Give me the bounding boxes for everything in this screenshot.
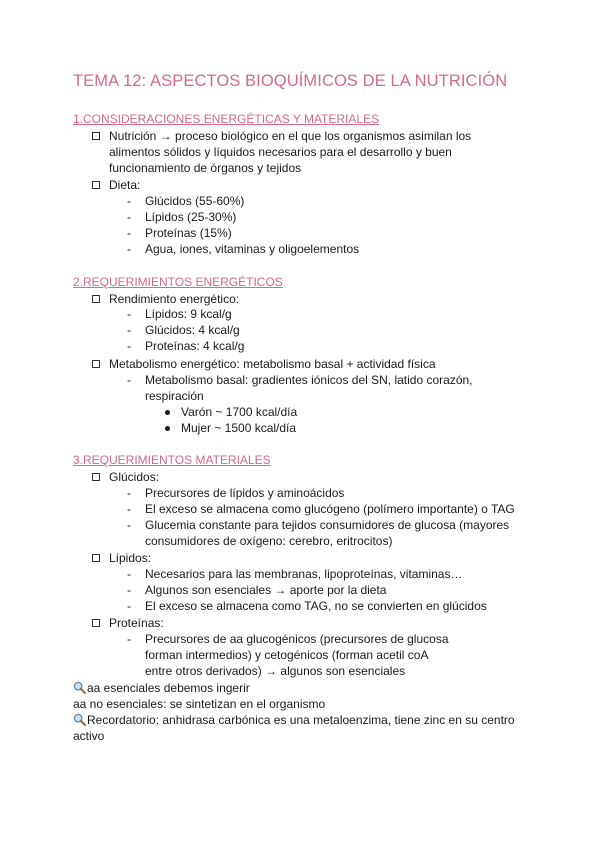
rendimiento-label: Rendimiento energético: (109, 292, 240, 306)
dash-icon: - (127, 339, 131, 353)
dash-icon: - (127, 307, 131, 321)
checkbox-icon (92, 360, 100, 368)
dash-icon: - (127, 599, 131, 613)
dash-icon: - (127, 226, 131, 240)
glucidos-item: Precursores de lípidos y aminoácidos (145, 486, 345, 500)
bullet-icon (165, 426, 170, 431)
metabolismo-label: Metabolismo energético: metabolismo basal + actividad física (109, 357, 436, 371)
note-recordatorio: Recordatorio: anhidrasa carbónica es una metaloenzima, tiene zinc en su centro (87, 713, 515, 727)
dash-icon: - (127, 518, 131, 532)
dash-icon: - (127, 486, 131, 500)
checkbox-icon (92, 181, 100, 189)
dieta-label: Dieta: (109, 178, 141, 192)
dash-icon: - (127, 373, 131, 387)
sexo-item: Varón ~ 1700 kcal/día (181, 405, 298, 419)
checkbox-icon (92, 554, 100, 562)
proteinas-line-2: forman intermedios) y cetogénicos (forman acetil coA (145, 648, 429, 662)
lipidos-label: Lípidos: (109, 551, 152, 565)
dash-icon: - (127, 194, 131, 208)
nutricion-line-1: Nutrición → proceso biológico en el que los organismos asimilan los (109, 129, 472, 143)
dash-icon: - (127, 210, 131, 224)
nutricion-line-2: alimentos sólidos y líquidos necesarios para el desarrollo y buen (109, 145, 452, 159)
dieta-item: Proteínas (15%) (145, 226, 232, 240)
checkbox-icon (92, 132, 100, 140)
dash-icon: - (127, 323, 131, 337)
section-heading-3: 3.REQUERIMIENTOS MATERIALES (73, 453, 271, 467)
section-heading-1: 1.CONSIDERACIONES ENERGÉTICAS Y MATERIALES (73, 112, 380, 126)
rendimiento-item: Lípidos: 9 kcal/g (145, 307, 232, 321)
lipidos-item: El exceso se almacena como TAG, no se convierten en glúcidos (145, 599, 487, 613)
proteinas-label: Proteínas: (109, 616, 164, 630)
nutricion-line-3: funcionamiento de órganos y tejidos (109, 161, 302, 175)
dash-icon: - (127, 583, 131, 597)
note-aa-no-esenciales: aa no esenciales: se sintetizan en el organismo (73, 697, 326, 711)
checkbox-icon (92, 473, 100, 481)
checkbox-icon (92, 295, 100, 303)
dieta-item: Glúcidos (55-60%) (145, 194, 245, 208)
glucidos-item: Glucemia constante para tejidos consumidores de glucosa (mayores (145, 518, 510, 532)
glucidos-label: Glúcidos: (109, 470, 160, 484)
lipidos-item: Necesarios para las membranas, lipoproteínas, vitaminas… (145, 567, 463, 581)
magnifier-icon (73, 681, 86, 694)
section-heading-2: 2.REQUERIMIENTOS ENERGÉTICOS (73, 275, 283, 289)
dash-icon: - (127, 242, 131, 256)
dash-icon: - (127, 632, 131, 646)
glucidos-item-cont: consumidores de oxígeno: cerebro, eritrocitos) (145, 534, 393, 548)
dash-icon: - (127, 502, 131, 516)
glucidos-item: El exceso se almacena como glucógeno (polímero importante) o TAG (145, 502, 515, 516)
proteinas-line-1: Precursores de aa glucogénicos (precursores de glucosa (145, 632, 449, 646)
checkbox-icon (92, 619, 100, 627)
dieta-item: Agua, iones, vitaminas y oligoelementos (145, 242, 360, 256)
magnifier-icon (73, 713, 86, 726)
sexo-item: Mujer ~ 1500 kcal/día (181, 421, 297, 435)
proteinas-line-3: entre otros derivados) → algunos son esenciales (145, 664, 406, 678)
bullet-icon (165, 410, 170, 415)
page-title: TEMA 12: ASPECTOS BIOQUÍMICOS DE LA NUTRICIÓN (73, 72, 508, 90)
note-aa-esenciales: aa esenciales debemos ingerir (87, 681, 250, 695)
lipidos-item: Algunos son esenciales → aporte por la dieta (145, 583, 387, 597)
rendimiento-item: Glúcidos: 4 kcal/g (145, 323, 240, 337)
dieta-item: Lípidos (25-30%) (145, 210, 237, 224)
basal-line-1: Metabolismo basal: gradientes iónicos del SN, latido corazón, (145, 373, 473, 387)
note-recordatorio-cont: activo (73, 729, 105, 743)
dash-icon: - (127, 567, 131, 581)
rendimiento-item: Proteínas: 4 kcal/g (145, 339, 245, 353)
basal-line-2: respiración (145, 389, 204, 403)
